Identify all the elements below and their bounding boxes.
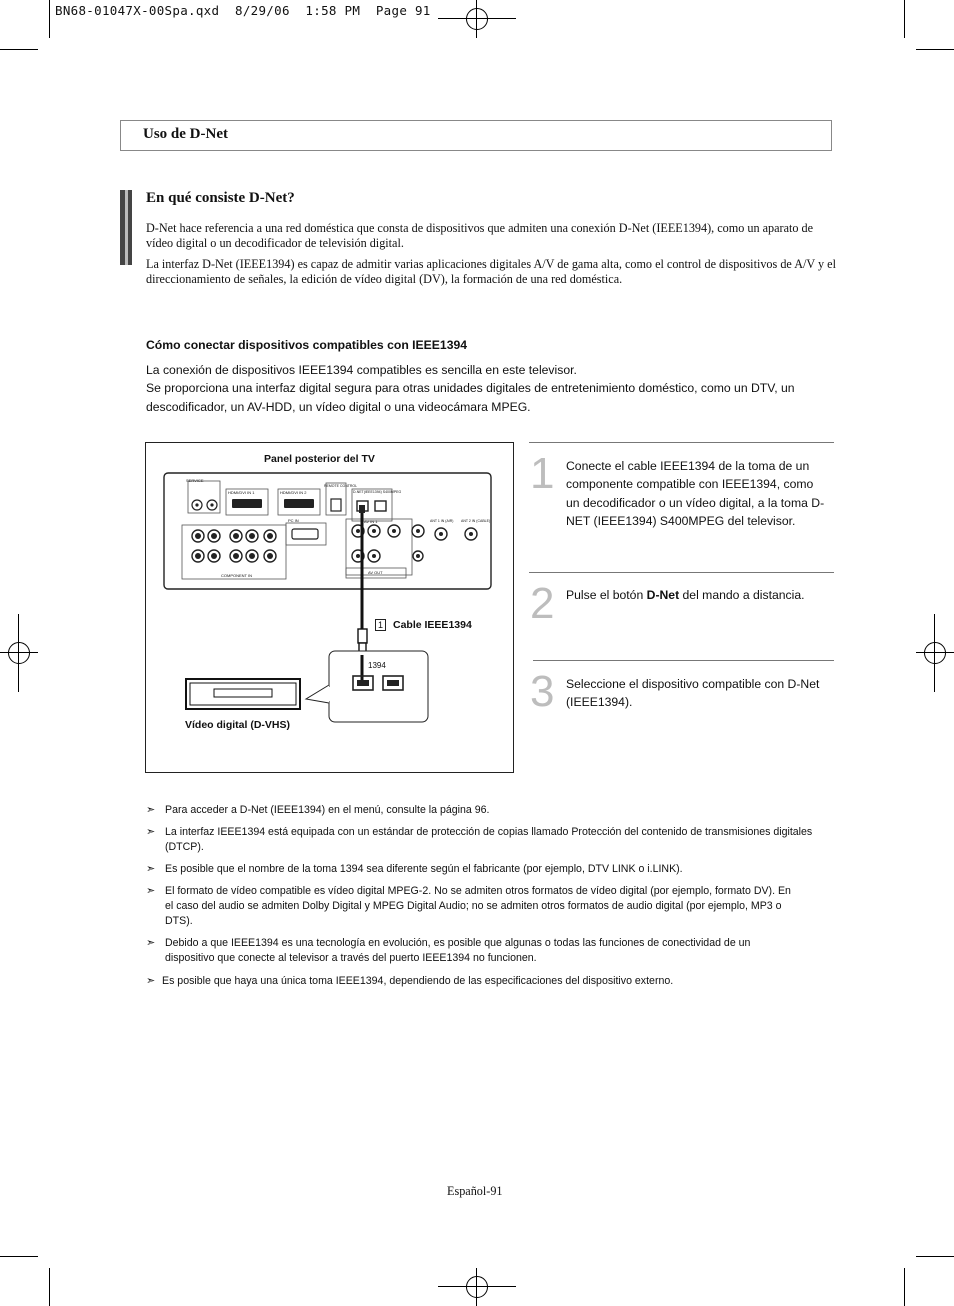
crop-mark (0, 1256, 38, 1257)
panel-label-remote: REMOTE CONTROL (324, 484, 358, 488)
connection-diagram (145, 442, 514, 773)
note-item: ➣ Es posible que haya una única toma IEEE1394, dependiendo de las especificaciones del dispositivo externo. (146, 975, 674, 987)
step-text: Conecte el cable IEEE1394 de la toma de un componente compatible con IEEE1394, como un decodificador o un vídeo digital, a la toma D-NET (IEEE1394) S400MPEG del televisor. (566, 459, 825, 528)
arrow-note-icon: ➣ (146, 975, 156, 987)
step-number: 2 (530, 579, 555, 628)
intro-paragraph: La interfaz D-Net (IEEE1394) es capaz de admitir varias aplicaciones digitales A/V de gama alta, como el control de dispositivos de A/V y el direccionamiento de señales, la edición de vídeo digital (DV), la formación de una red doméstica. (146, 257, 836, 286)
step-text: Seleccione el dispositivo compatible con D-Net (IEEE1394). (566, 677, 820, 710)
step-number: 3 (530, 667, 555, 716)
arrow-note-icon: ➣ (146, 937, 156, 949)
arrow-note-icon: ➣ (146, 826, 156, 838)
arrow-note-icon: ➣ (146, 863, 156, 875)
file-header: BN68-01047X-00Spa.qxd 8/29/06 1:58 PM Page 91 (55, 3, 431, 18)
step-number: 1 (530, 449, 555, 498)
howto-line: La conexión de dispositivos IEEE1394 compatibles es sencilla en este televisor. (146, 363, 577, 377)
panel-label-pc: PC IN (288, 518, 299, 523)
page-number: Español-91 (447, 1184, 503, 1198)
crop-mark (904, 0, 905, 38)
crop-mark (49, 1268, 50, 1306)
crop-mark (0, 49, 38, 50)
step-divider (533, 660, 834, 661)
cable-number-badge: 1 (375, 619, 386, 631)
panel-label-avout: AV OUT (368, 570, 383, 575)
arrow-note-icon: ➣ (146, 885, 156, 897)
howto-line: Se proporciona una interfaz digital segura para otras unidades digitales de entretenimiento doméstico, como un DTV, un descodificador, un AV-HDD, un vídeo digital o una videocámara MPEG. (146, 381, 795, 414)
note-item: ➣ La interfaz IEEE1394 está equipada con un estándar de protección de copias llamado Protección del contenido de transmisiones digitales (DTCP). (146, 826, 813, 853)
section-title: Uso de D-Net (143, 126, 228, 142)
intro-paragraph: D-Net hace referencia a una red doméstica que consta de dispositivos que admiten una conexión D-Net (IEEE1394), como un aparato de vídeo digital o un decodificador de televisión digital. (146, 221, 814, 250)
port-1394-label: 1394 (368, 661, 386, 670)
crop-mark (904, 1268, 905, 1306)
panel-label-ant1: ANT 1 IN (AIR) (430, 519, 454, 523)
crop-mark (916, 49, 954, 50)
panel-label-component: COMPONENT IN (221, 573, 253, 578)
howto-heading: Cómo conectar dispositivos compatibles con IEEE1394 (146, 338, 468, 352)
panel-label-avin: AV IN 1 (364, 519, 378, 524)
panel-label-service: SERVICE (186, 478, 204, 483)
panel-label-ant2: ANT 2 IN (CABLE) (461, 519, 491, 523)
device-label: Vídeo digital (D-VHS) (185, 719, 290, 731)
cable-label: Cable IEEE1394 (393, 619, 472, 631)
step-divider (529, 572, 834, 573)
step-text: Pulse el botón D-Net del mando a distancia. (566, 588, 805, 602)
note-item: ➣ Para acceder a D-Net (IEEE1394) en el menú, consulte la página 96. (146, 804, 490, 816)
panel-label-dnet: D-NET(IEEE1394) S400MPEG (353, 490, 402, 494)
intro-heading: En qué consiste D-Net? (146, 190, 295, 206)
crop-mark (916, 1256, 954, 1257)
note-item: ➣ El formato de vídeo compatible es vídeo digital MPEG-2. No se admiten otros formatos de vídeo digital (por ejemplo, formato DV). En el caso del audio se admiten Dolby Digital y MPEG Digital Audio; no se admiten otros formatos de audio digital (por ejemplo, MP3 o DTS). (146, 885, 791, 927)
intro-accent-bar (125, 190, 128, 265)
note-item: ➣ Es posible que el nombre de la toma 1394 sea diferente según el fabricante (por ejemplo, DTV LINK o i.LINK). (146, 863, 683, 875)
step-divider (529, 442, 834, 443)
crop-mark (49, 0, 50, 38)
panel-label-hdmi1: HDMI/DVI IN 1 (228, 490, 255, 495)
panel-label-hdmi2: HDMI/DVI IN 2 (280, 490, 307, 495)
note-item: ➣ Debido a que IEEE1394 es una tecnología en evolución, es posible que algunas o todas las funciones de conectividad de un dispositivo que conecte al televisor a través del puerto IEEE1394 no funcionen. (146, 937, 751, 964)
tv-panel-label: Panel posterior del TV (264, 453, 375, 465)
arrow-note-icon: ➣ (146, 804, 156, 816)
